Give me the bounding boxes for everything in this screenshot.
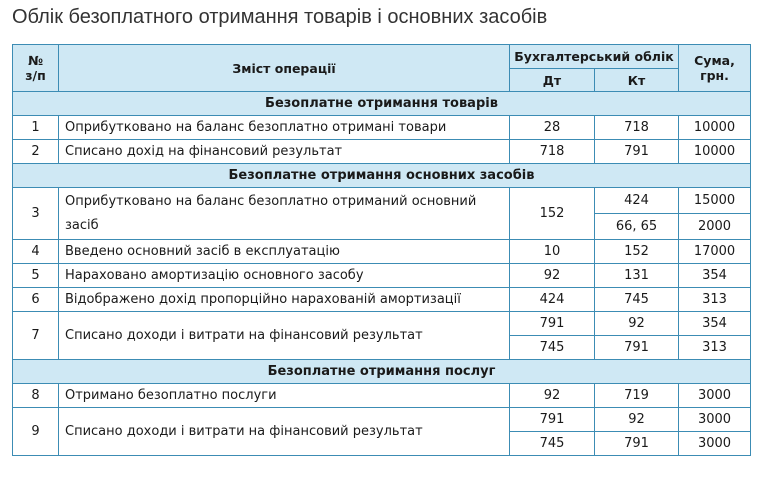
row-content: Списано доходи і витрати на фінансовий результат [59,312,510,360]
header-sum: Сума, грн. [679,45,751,92]
header-accounting: Бухгалтерський облік [510,45,679,69]
row-sum: 17000 [679,240,751,264]
row-sum: 313 [679,288,751,312]
row-number: 5 [13,264,59,288]
table-row [13,188,751,214]
row-dt: 791 [510,408,595,432]
row-kt: 92 [595,408,679,432]
row-dt: 28 [510,116,595,140]
row-number: 7 [13,312,59,360]
table-row [13,264,751,288]
row-content: Відображено дохід пропорційно нарахованій амортизації [59,288,510,312]
row-sum: 313 [679,336,751,360]
row-sum: 15000 [679,188,751,214]
table-row [13,408,751,432]
row-dt: 92 [510,384,595,408]
table-row [13,116,751,140]
table-row [13,240,751,264]
row-kt: 745 [595,288,679,312]
header-content: Зміст операції [59,45,510,92]
row-content: Нараховано амортизацію основного засобу [59,264,510,288]
row-dt: 92 [510,264,595,288]
row-content: Списано доходи і витрати на фінансовий результат [59,408,510,456]
row-content: Списано дохід на фінансовий результат [59,140,510,164]
page-title: Облік безоплатного отримання товарів і основних засобів [12,6,548,28]
row-kt: 791 [595,432,679,456]
row-number: 4 [13,240,59,264]
row-number: 3 [13,188,59,240]
row-kt: 791 [595,140,679,164]
row-dt: 745 [510,432,595,456]
row-number: 1 [13,116,59,140]
row-kt: 66, 65 [595,214,679,240]
row-kt: 718 [595,116,679,140]
row-sum: 354 [679,312,751,336]
table-row [13,312,751,336]
row-kt: 424 [595,188,679,214]
row-dt: 10 [510,240,595,264]
header-dt: Дт [510,69,595,92]
row-content: Введено основний засіб в експлуатацію [59,240,510,264]
row-kt: 719 [595,384,679,408]
section-title: Безоплатне отримання товарів [13,92,751,116]
section-title: Безоплатне отримання основних засобів [13,164,751,188]
ledger-table [12,44,751,456]
row-kt: 131 [595,264,679,288]
row-kt: 92 [595,312,679,336]
table-row [13,140,751,164]
row-dt: 745 [510,336,595,360]
row-sum: 2000 [679,214,751,240]
row-dt: 424 [510,288,595,312]
row-sum: 3000 [679,408,751,432]
row-dt: 152 [510,188,595,240]
row-content: Оприбутковано на баланс безоплатно отримані товари [59,116,510,140]
row-dt: 718 [510,140,595,164]
row-number: 8 [13,384,59,408]
row-dt: 791 [510,312,595,336]
row-sum: 3000 [679,384,751,408]
row-content: Отримано безоплатно послуги [59,384,510,408]
row-content: Оприбутковано на баланс безоплатно отриманий основний засіб [59,188,510,240]
row-number: 9 [13,408,59,456]
row-kt: 791 [595,336,679,360]
row-sum: 3000 [679,432,751,456]
table-row [13,288,751,312]
header-number: № з/п [13,45,59,92]
row-kt: 152 [595,240,679,264]
row-number: 6 [13,288,59,312]
row-sum: 10000 [679,116,751,140]
section-title: Безоплатне отримання послуг [13,360,751,384]
row-sum: 10000 [679,140,751,164]
row-number: 2 [13,140,59,164]
table-row [13,384,751,408]
header-kt: Кт [595,69,679,92]
row-sum: 354 [679,264,751,288]
